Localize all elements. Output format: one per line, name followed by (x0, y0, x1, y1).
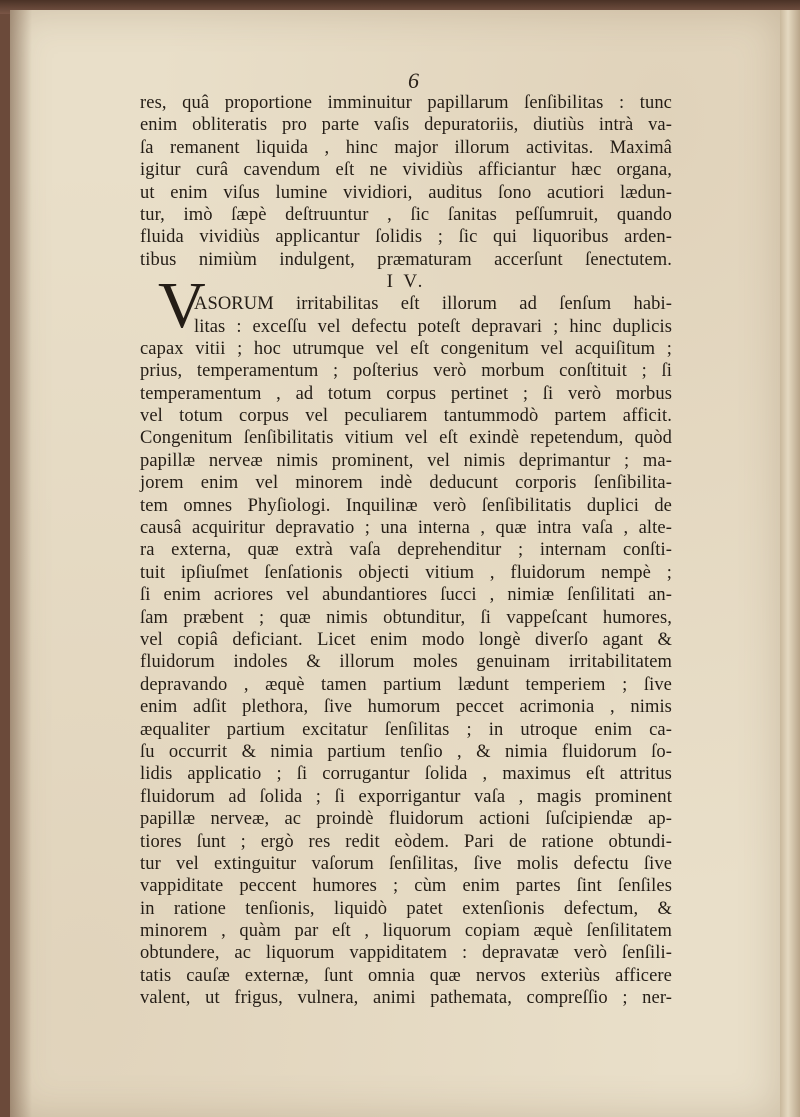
text-line: enim obliteratis pro parte vaſis depuratoriis, diutiùs intrà va- (140, 115, 672, 136)
text-line: ra externa, quæ extrà vaſa deprehenditur ; internam conſti- (140, 540, 672, 561)
text-line: tatis cauſæ externæ, ſunt omnia quæ nervos exteriùs afficere (140, 965, 672, 986)
text-line: ſu occurrit & nimia partium tenſio , & nimia fluidorum ſo- (140, 741, 672, 762)
text-line: tur vel extinguitur vaſorum ſenſilitas, ſive molis defectu ſive (140, 853, 672, 874)
text-line: tuit ipſiuſmet ſenſationis objecti vitium , fluidorum nempè ; (140, 562, 672, 583)
paragraph-start-indented (140, 293, 672, 338)
page-number: 6 (408, 68, 419, 93)
page-stack-edge (780, 10, 800, 1117)
text-line: tiores ſunt ; ergò res redit eòdem. Pari de ratione obtundi- (140, 831, 672, 852)
page-gutter-shadow (10, 10, 32, 1117)
text-line: res, quâ proportione imminuitur papillarum ſenſibilitas : tunc (140, 93, 672, 113)
text-line: temperamentum , ad totum corpus pertinet ; ſi verò morbus (140, 383, 672, 404)
text-line: vel totum corpus vel peculiarem tantummodò partem afficit. (140, 406, 672, 427)
text-line: ASORUM irritabilitas eſt illorum ad ſenſum habi- (194, 294, 672, 315)
text-line: ſa remanent liquida , hinc major illorum activitas. Maximâ (140, 137, 672, 158)
text-line: in ratione tenſionis, liquidò patet extenſionis defectum, & (140, 898, 672, 919)
text-line: fluida vividiùs applicantur ſolidis ; ſic qui liquoribus arden- (140, 227, 672, 248)
text-line: fluidorum ad ſolida ; ſi exporrigantur vaſa , magis prominent (140, 786, 672, 807)
drop-cap: V (158, 269, 206, 342)
text-line: Congenitum ſenſibilitatis vitium vel eſt exindè repetendum, quòd (140, 428, 672, 449)
text-line: fluidorum indoles & illorum moles genuinam irritabilitatem (140, 652, 672, 673)
text-line: papillæ nerveæ nimis prominent, vel nimis deprimantur ; ma- (140, 450, 672, 471)
section-heading: I V. (386, 271, 426, 293)
paragraph-continuation (140, 92, 672, 271)
text-body (140, 92, 672, 1010)
text-line: vappiditate peccent humores ; cùm enim partes ſint ſenſiles (140, 876, 672, 897)
text-line: litas : exceſſu vel defectu poteſt depravari ; hinc duplicis (194, 316, 672, 337)
text-line: igitur curâ cavendum eſt ne vividiùs afficiantur hæc organa, (140, 160, 672, 181)
text-line: enim adſit plethora, ſive humorum peccet acrimonia , nimis (140, 697, 672, 718)
text-line: æqualiter partium excitatur ſenſilitas ; in utroque enim ca- (140, 719, 672, 740)
text-line: prius, temperamentum ; poſterius verò morbum conſtituit ; ſi (140, 361, 672, 382)
text-line: causâ acquiritur depravatio ; una interna , quæ intra vaſa , alte- (140, 518, 672, 539)
text-line: capax vitii ; hoc utrumque vel eſt congenitum vel acquiſitum ; (140, 338, 672, 359)
text-line: depravando , æquè tamen partium lædunt temperiem ; ſive (140, 674, 672, 695)
text-line: tem omnes Phyſiologi. Inquilinæ verò ſenſibilitatis duplici de (140, 495, 672, 516)
paragraph-body (140, 338, 672, 1010)
text-line: lidis applicatio ; ſi corrugantur ſolida , maximus eſt attritus (140, 764, 672, 785)
text-line: minorem , quàm par eſt , liquorum copiam æquè ſenſilitatem (140, 921, 672, 942)
text-line: ut enim viſus lumine vividiori, auditus ſono acutiori lædun- (140, 182, 672, 203)
text-line: valent, ut frigus, vulnera, animi pathemata, compreſſio ; ner- (140, 988, 672, 1009)
text-line: vel copiâ deficiant. Licet enim modo longè diverſo agant & (140, 629, 672, 650)
text-line: obtundere, ac liquorum vappiditatem : depravatæ verò ſenſili- (140, 943, 672, 964)
text-line: jorem enim vel minorem indè deducunt corporis ſenſibilita- (140, 473, 672, 494)
text-line: tur, imò ſæpè deſtruuntur , ſic ſanitas peſſumruit, quando (140, 204, 672, 225)
text-line: ſi enim acriores vel abundantiores ſucci , nimiæ ſenſilitati an- (140, 585, 672, 606)
text-line: ſam præbent ; quæ nimis obtunditur, ſi vappeſcant humores, (140, 607, 672, 628)
text-line: tibus nimiùm indulgent, præmaturam accerſunt ſenectutem. (140, 249, 672, 270)
text-line: papillæ nerveæ, ac proindè fluidorum actioni ſuſcipiendæ ap- (140, 809, 672, 830)
